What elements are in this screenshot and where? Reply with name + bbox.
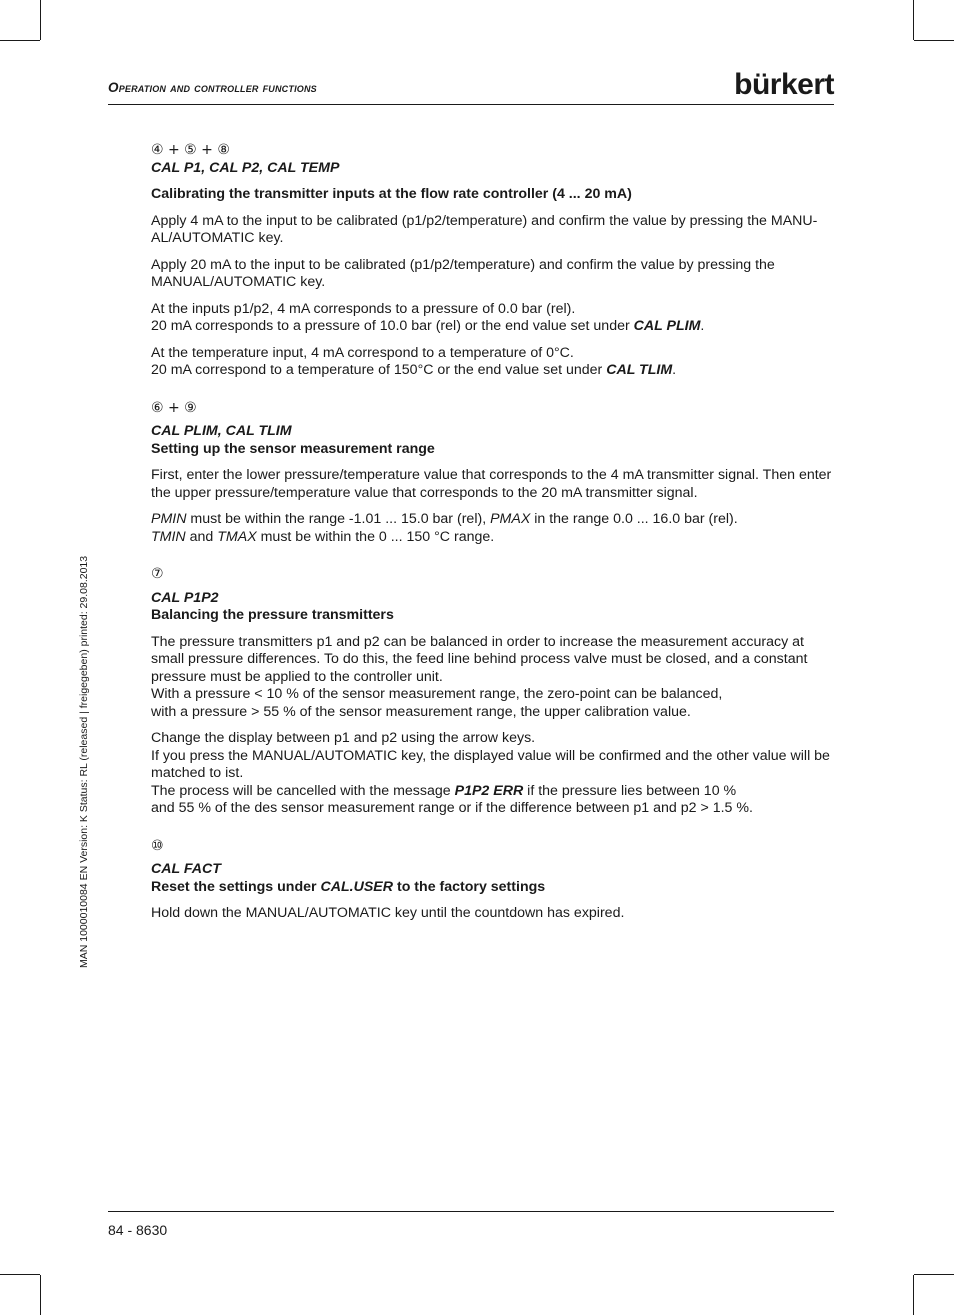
text-line: and 55 % of the des sensor measurement range or if the difference between p1 and p2 > 1.5 %. — [151, 800, 753, 816]
text-line: The pressure transmitters p1 and p2 can be balanced in order to increase the measurement accuracy at small pressure differences. To do this, the feed line behind process valve must be closed, and a constant pressure must be applied to the controller unit. — [151, 633, 808, 685]
section-symbols: ⑩ — [151, 837, 164, 854]
page-number: 84 - 8630 — [108, 1222, 168, 1238]
parameter-name: TMIN — [151, 528, 186, 545]
parameter-code: CAL PLIM — [633, 318, 701, 334]
paragraph — [151, 634, 835, 722]
crop-mark — [913, 1275, 914, 1315]
paragraph — [151, 511, 835, 546]
page-title: Operation and controller functions — [108, 80, 317, 95]
section-heading: Balancing the pressure transmitters — [151, 607, 394, 623]
text-span: 20 mA correspond to a temperature of 150°C or the end value set under — [151, 362, 607, 378]
paragraph: Hold down the MANUAL/AUTOMATIC key until the countdown has expired. — [151, 905, 625, 921]
paragraph: Apply 20 mA to the input to be calibrated (p1/p2/temperature) and confirm the value by pressing the MANUAL/AUTOMATIC key. — [151, 256, 775, 290]
main-content — [151, 142, 835, 923]
paragraph: First, enter the lower pressure/temperature value that corresponds to the 4 mA transmitter signal. Then enter the upper pressure/temperature value that corresponds to the 20 mA transmitter signal. — [151, 467, 832, 501]
parameter-code: CAL.USER — [320, 878, 394, 895]
brand-logo — [734, 70, 834, 100]
paragraph — [151, 345, 835, 380]
text-span: 20 mA corresponds to a pressure of 10.0 bar (rel) or the end value set under — [151, 318, 634, 334]
paragraph — [151, 301, 835, 336]
section-symbols: ⑥ + ⑨ — [151, 399, 197, 416]
text-span: The process will be cancelled with the message — [151, 782, 455, 799]
crop-mark — [914, 1274, 954, 1275]
text-line: with a pressure > 55 % of the sensor measurement range, the upper calibration value. — [151, 703, 691, 720]
section-code: CAL P1, CAL P2, CAL TEMP — [151, 159, 340, 176]
parameter-name: TMAX — [217, 528, 257, 545]
paragraph: Apply 4 mA to the input to be calibrated (p1/p2/temperature) and confirm the value by pressing the MANU-AL/AUTOMATIC key. — [151, 212, 818, 246]
section-heading: Setting up the sensor measurement range — [151, 440, 435, 457]
parameter-name: PMIN — [151, 511, 187, 527]
text-span: and — [185, 528, 218, 545]
section-code: CAL PLIM, CAL TLIM — [151, 423, 292, 439]
parameter-code: CAL TLIM — [606, 362, 673, 378]
text-line: Change the display between p1 and p2 using the arrow keys. — [151, 730, 536, 746]
text-line: With a pressure < 10 % of the sensor measurement range, the zero-point can be balanced, — [151, 686, 723, 702]
document-side-note: MAN 1000010084 EN Version: K Status: RL (released | freigegeben) printed: 29.08.2013 — [78, 555, 90, 968]
error-message-code: P1P2 ERR — [454, 782, 524, 799]
text-span: . — [672, 362, 677, 378]
parameter-name: PMAX — [490, 511, 531, 527]
crop-mark — [40, 0, 41, 40]
text-line: If you press the MANUAL/AUTOMATIC key, the displayed value will be confirmed and the other value will be matched to ist. — [151, 747, 830, 781]
section-heading: Calibrating the transmitter inputs at the flow rate controller (4 ... 20 mA) — [151, 186, 632, 202]
text-span: must be within the range -1.01 ... 15.0 bar (rel), — [186, 511, 491, 527]
text-span: to the factory settings — [393, 878, 546, 895]
crop-mark — [0, 1274, 40, 1275]
text-line: At the temperature input, 4 mA correspond to a temperature of 0°C. — [151, 344, 574, 361]
page-header — [108, 70, 834, 105]
text-span: Reset the settings under — [151, 878, 321, 895]
section-symbols: ⑦ — [151, 566, 164, 582]
section-code: CAL P1P2 — [151, 589, 219, 606]
text-span: in the range 0.0 ... 16.0 bar (rel). — [530, 511, 738, 527]
text-span: must be within the 0 ... 150 °C range. — [256, 528, 495, 545]
crop-mark — [914, 40, 954, 41]
section-symbols: ④ + ⑤ + ⑧ — [151, 142, 230, 158]
crop-mark — [0, 40, 40, 41]
crop-mark — [913, 0, 914, 40]
brand-logo-text: bürkert — [734, 68, 834, 101]
text-span: . — [700, 318, 705, 334]
paragraph — [151, 730, 835, 818]
crop-mark — [40, 1275, 41, 1315]
section-heading — [151, 879, 835, 897]
section-code: CAL FACT — [151, 861, 221, 877]
text-span: if the pressure lies between 10 % — [523, 782, 737, 799]
text-line: At the inputs p1/p2, 4 mA corresponds to a pressure of 0.0 bar (rel). — [151, 300, 576, 317]
page-footer — [108, 1211, 834, 1238]
